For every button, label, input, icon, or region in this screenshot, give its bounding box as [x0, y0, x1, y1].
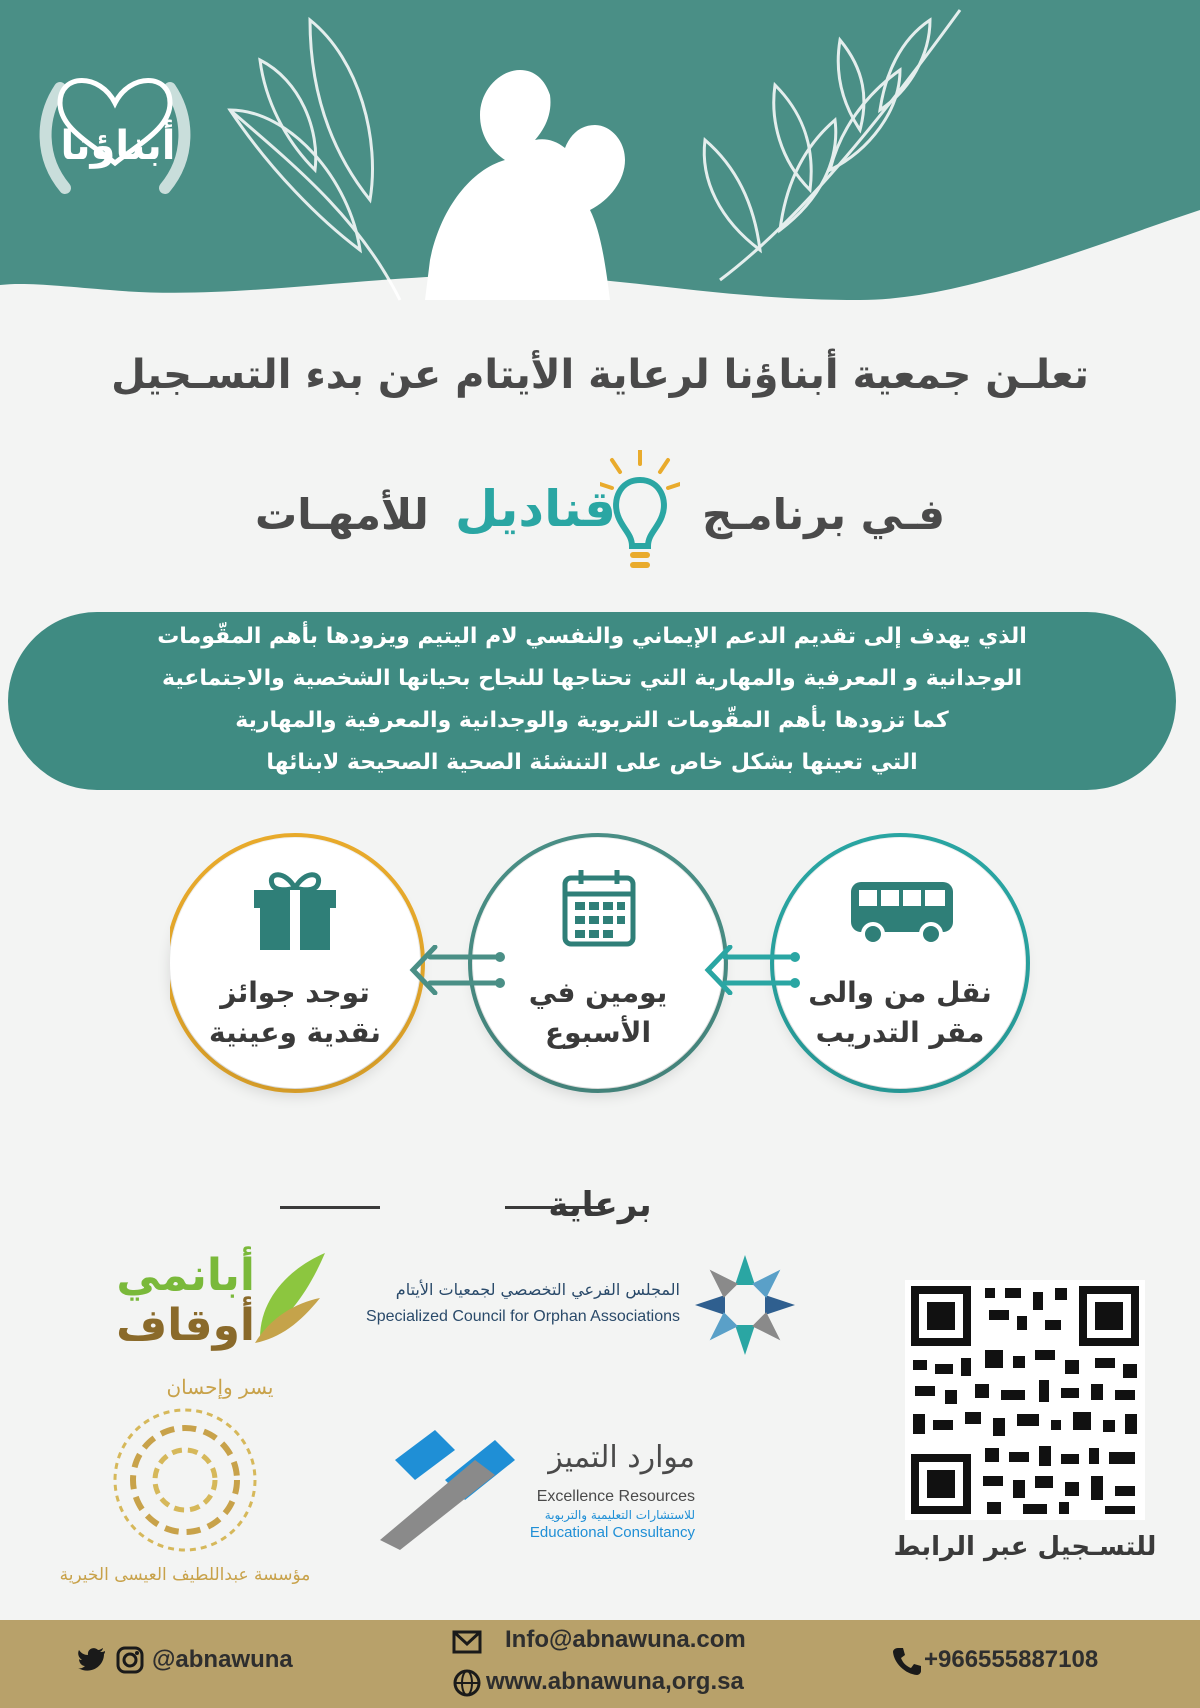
abnawuna-logo — [20, 28, 210, 218]
globe-icon — [452, 1668, 482, 1698]
council-logo-icon — [690, 1250, 800, 1360]
description-line: كما تزودها بأهم المقّومات التربوية والوجدانية والمعرفية والمهارية — [235, 708, 949, 733]
excellence-sub-en: Educational Consultancy — [529, 1524, 695, 1541]
council-name-en: Specialized Council for Orphan Associations — [366, 1308, 680, 1325]
foundation-tagline: يسر وإحسان — [166, 1375, 274, 1399]
excellence-name-en: Excellence Resources — [536, 1488, 695, 1505]
logo-text: أبناؤنا — [60, 123, 176, 169]
council-name-ar: المجلس الفرعي التخصصي لجمعيات الأيتام — [395, 1280, 680, 1299]
arrow-left-icon — [700, 945, 800, 995]
website-link[interactable]: www.abnawuna,org.sa — [486, 1668, 744, 1695]
program-prefix: فـي برنامـج — [701, 490, 945, 539]
program-brand: قناديل — [455, 480, 616, 538]
program-suffix: للأمهـات — [255, 490, 429, 539]
phone-icon — [892, 1646, 922, 1676]
feature-line1: توجد جوائز — [220, 976, 370, 1009]
description-line: الذي يهدف إلى تقديم الدعم الإيماني والنفسي لام اليتيم ويزودها بأهم المقّومات — [157, 624, 1027, 649]
awqaf-line1: أبانمي — [116, 1250, 255, 1301]
gift-icon — [250, 868, 340, 952]
excellence-sub-ar: للاستشارات التعليمية والتربوية — [544, 1508, 695, 1522]
program-title — [0, 470, 1200, 580]
description-line: الوجدانية و المعرفية والمهارية التي تحتاجها للنجاح بحياتها الشخصية والاجتماعية — [161, 666, 1023, 691]
awqaf-leaf-icon — [250, 1248, 330, 1348]
sponsors-title: برعاية — [548, 1185, 652, 1225]
awqaf-line2: أوقاف — [116, 1300, 255, 1351]
feature-line2: الأسبوع — [544, 1016, 652, 1049]
feature-transport — [775, 838, 1025, 1088]
calendar-icon — [561, 868, 637, 948]
phone-number[interactable]: +966555887108 — [924, 1646, 1099, 1673]
feature-line2: مقر التدريب — [815, 1016, 985, 1049]
excellence-name-ar: موارد التميز — [548, 1440, 695, 1475]
envelope-icon — [452, 1630, 482, 1654]
email-link[interactable]: Info@abnawuna.com — [505, 1626, 746, 1653]
description-line: التي تعينها بشكل خاص على التنشئة الصحية الصحيحة لابنائها — [266, 750, 918, 775]
announcement-headline: تعلـن جمعية أبناؤنا لرعاية الأيتام عن بدء التسـجيل — [111, 352, 1089, 398]
foundation-calligraphy-icon — [105, 1400, 265, 1560]
feature-line2: نقدية وعينية — [209, 1016, 381, 1049]
feature-line1: نقل من والى — [808, 976, 992, 1009]
qr-code[interactable] — [905, 1280, 1145, 1520]
footer-bar — [0, 1620, 1200, 1708]
instagram-icon[interactable] — [116, 1646, 144, 1674]
qr-caption: للتسـجيل عبر الرابط — [893, 1532, 1157, 1562]
twitter-icon[interactable] — [78, 1648, 106, 1672]
description-band — [8, 612, 1176, 790]
bus-icon — [847, 878, 957, 948]
feature-prizes — [170, 838, 420, 1088]
foundation-name: مؤسسة عبداللطيف العيسى الخيرية — [59, 1565, 311, 1585]
social-handle[interactable]: @abnawuna — [152, 1646, 293, 1673]
arrow-left-icon — [405, 945, 505, 995]
feature-schedule — [473, 838, 723, 1088]
feature-line1: يومين في — [528, 976, 668, 1009]
